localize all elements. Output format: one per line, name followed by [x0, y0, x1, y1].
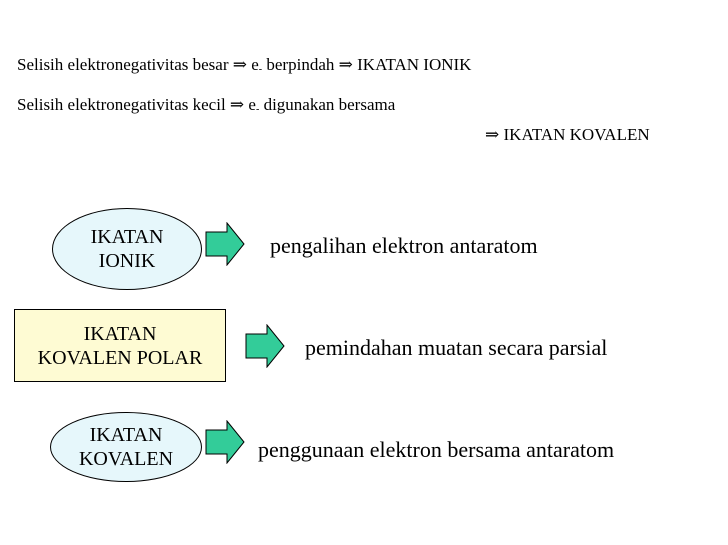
covalent-bond-oval [50, 412, 202, 482]
header-line-ionic [17, 55, 471, 75]
electron-charge: - [258, 64, 263, 75]
ionic-bond-label-line1: IKATAN [90, 226, 164, 248]
ionic-bond-description: pengalihan elektron antaratom [270, 233, 538, 258]
right-arrow-icon [245, 324, 285, 368]
implies-icon: ⇒ [485, 125, 500, 144]
covalent-bond-description: penggunaan elektron bersama antaratom [258, 437, 615, 462]
polar-covalent-description: pemindahan muatan secara parsial [305, 335, 608, 360]
electron-charge: - [255, 104, 260, 115]
polar-covalent-bond-box [14, 309, 226, 382]
ionic-bond-oval [52, 208, 202, 290]
polar-covalent-label-line1: IKATAN [83, 322, 157, 345]
header-line2-rest: digunakan bersama [259, 95, 396, 114]
header-line-covalent [17, 95, 395, 115]
right-arrow-icon [205, 420, 245, 464]
ionic-bond-label-line2: IONIK [98, 250, 156, 272]
electron-symbol: e [248, 95, 256, 114]
header-line-covalent-result [485, 125, 650, 145]
implies-icon: ⇒ [232, 55, 247, 74]
covalent-bond-label-line2: KOVALEN [78, 448, 174, 470]
header-line3-result: IKATAN KOVALEN [499, 125, 650, 144]
covalent-bond-label-line1: IKATAN [89, 424, 163, 446]
right-arrow-icon [205, 222, 245, 266]
electron-symbol: e [251, 55, 259, 74]
header-line1-prefix: Selisih elektronegativitas besar [17, 55, 233, 74]
implies-icon: ⇒ [338, 55, 353, 74]
implies-icon: ⇒ [229, 95, 245, 114]
polar-covalent-label-line2: KOVALEN POLAR [37, 346, 203, 369]
header-line1-rest: berpindah [262, 55, 339, 74]
header-line1-result: IKATAN IONIK [352, 55, 472, 74]
header-line2-prefix: Selisih elektronegativitas kecil [17, 95, 230, 114]
